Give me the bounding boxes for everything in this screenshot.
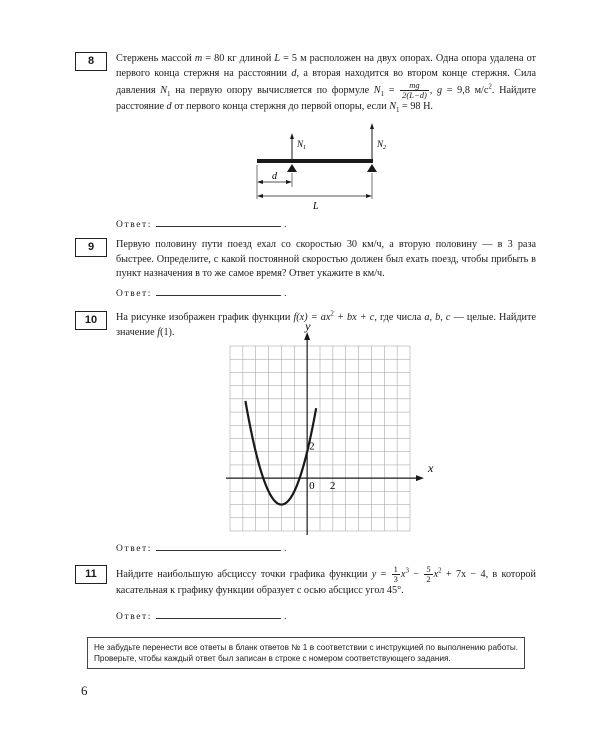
answer-label: Ответ: — [116, 220, 153, 230]
L-arrow-right — [366, 194, 372, 198]
frac-denominator: 3 — [393, 574, 398, 584]
text-fragment: — целые. Найдите значение — [116, 312, 536, 338]
x-axis-arrowhead — [416, 475, 424, 481]
superscript: 2 — [488, 82, 492, 91]
text-fragment: , — [429, 85, 433, 97]
text-fragment: − — [408, 568, 424, 580]
graph-grid — [230, 346, 410, 531]
task-number: 8 — [75, 52, 107, 71]
frac-numerator: 1 — [393, 564, 398, 574]
answer-line[interactable] — [156, 541, 281, 551]
answer-row — [116, 609, 286, 622]
support-1 — [287, 164, 297, 172]
frac-denominator: 2(L−d) — [402, 90, 427, 101]
text-fragment: = 9,8 м/с — [442, 85, 489, 97]
var-N: N — [389, 101, 396, 113]
answer-row — [116, 286, 286, 299]
formula-fraction — [400, 81, 429, 100]
var-g: g — [437, 85, 443, 97]
var-L: L — [274, 53, 281, 64]
text-fragment: Найдите наибольшую абсциссу точки графика функции — [116, 568, 372, 580]
text-fragment: = — [384, 85, 400, 97]
task-11 — [75, 565, 535, 630]
superscript: 2 — [438, 566, 442, 575]
answer-row — [116, 541, 286, 554]
answer-line[interactable] — [156, 286, 281, 296]
y-axis-label: y — [305, 319, 311, 333]
var-d: d — [166, 101, 172, 113]
parabola-curve — [245, 401, 316, 505]
d-arrow-left — [257, 180, 263, 184]
var-d: d — [291, 67, 297, 79]
beam-diagram — [255, 127, 415, 212]
answer-label: Ответ: — [116, 612, 153, 622]
page-number: 6 — [81, 683, 88, 698]
superscript: 2 — [330, 309, 334, 318]
text-fragment: , а вторая находится во втором конце стержня. Сила давления — [116, 67, 537, 97]
beam — [257, 159, 373, 163]
frac-denominator: 2 — [426, 574, 431, 584]
L-arrow-left — [257, 194, 263, 198]
var-y: y — [371, 568, 377, 580]
task-number: 10 — [75, 311, 107, 330]
subscript: 1 — [396, 106, 400, 115]
subscript: 1 — [167, 90, 171, 99]
text-fragment: , где числа — [374, 312, 425, 323]
L-label: L — [313, 201, 319, 212]
text-fragment: + 7x − 4 — [441, 568, 486, 580]
task-9 — [75, 238, 535, 303]
x-axis-label: x — [428, 461, 434, 476]
answer-label: Ответ: — [116, 544, 153, 554]
answer-label: Ответ: — [116, 289, 153, 299]
n2-label: $N_2$ — [377, 139, 387, 151]
task-text: Первую половину пути поезд ехал со скоростью 30 км/ч, а вторую половину — в 3 раза быстрее. Определите, с какой постоянной скоростью должен был ехать поезд, чтобы прибыть в пункт назначения в то же самое время? Ответ укажите в км/ч. — [116, 239, 536, 280]
text-fragment: на первую опору вычисляется по формуле — [170, 85, 374, 97]
function-graph — [220, 319, 434, 546]
reminder-note: Не забудьте перенести все ответы в бланк ответов № 1 в соответствии с инструкцией по выполнению работы. Проверьте, чтобы каждый ответ был записан в строке с номером соответствующего задания. — [87, 637, 525, 669]
text-fragment: = 80 кг длиной — [202, 53, 275, 64]
task-10 — [75, 311, 535, 556]
task-text — [116, 52, 536, 115]
task-text — [116, 311, 536, 340]
text-fragment: = — [376, 568, 391, 580]
var-f: f — [157, 326, 161, 338]
n1-label: $N_1$ — [297, 139, 307, 151]
n2-arrowhead — [370, 123, 374, 129]
text-fragment: от первого конца стержня до первой опоры, если — [171, 101, 390, 113]
text-fragment: Стержень массой — [116, 53, 195, 64]
answer-line[interactable] — [156, 609, 281, 619]
answer-end: . — [284, 612, 287, 622]
answer-end: . — [284, 289, 287, 299]
support-2 — [367, 164, 377, 172]
fraction-1-3 — [392, 565, 400, 584]
answer-end: . — [284, 220, 287, 230]
var-N: N — [160, 85, 168, 97]
y-tick-label: 2 — [309, 440, 315, 453]
answer-line[interactable] — [156, 217, 281, 227]
text-fragment: . Найдите расстояние — [116, 85, 537, 113]
task-8 — [75, 52, 535, 232]
text-fragment: , в которой касательная к графику функции образует с осью абсцисс угол 45°. — [116, 568, 536, 596]
d-arrow-right — [286, 180, 292, 184]
task-number: 9 — [75, 238, 107, 257]
frac-numerator: 5 — [426, 564, 431, 574]
function-expression: f(x) = ax — [293, 312, 331, 323]
text-fragment: На рисунке изображен график функции — [116, 312, 294, 323]
var-x: x — [400, 568, 406, 580]
task-number: 11 — [75, 565, 107, 584]
d-label: d — [272, 171, 277, 182]
n1-arrowhead — [290, 133, 294, 139]
var-x: x — [433, 568, 439, 580]
answer-end: . — [284, 544, 287, 554]
origin-label: 0 — [309, 480, 315, 493]
answer-row — [116, 217, 286, 230]
superscript: 3 — [405, 566, 409, 575]
x-tick-label: 2 — [329, 480, 336, 493]
task-text — [116, 565, 536, 599]
variables: a, b, c — [424, 312, 451, 323]
function-expression: + bx + c — [333, 312, 375, 323]
text-fragment: (1). — [160, 326, 175, 338]
text-fragment: = 5 м расположен на двух опорах. Одна опора удалена от первого конца стержня на расстоянии — [116, 53, 536, 79]
text-fragment: = 98 Н. — [399, 101, 433, 113]
fraction-5-2 — [424, 565, 432, 584]
subscript: 1 — [380, 90, 385, 99]
var-N: N — [373, 85, 381, 97]
var-m: m — [194, 53, 203, 64]
frac-numerator: mg — [409, 80, 420, 91]
